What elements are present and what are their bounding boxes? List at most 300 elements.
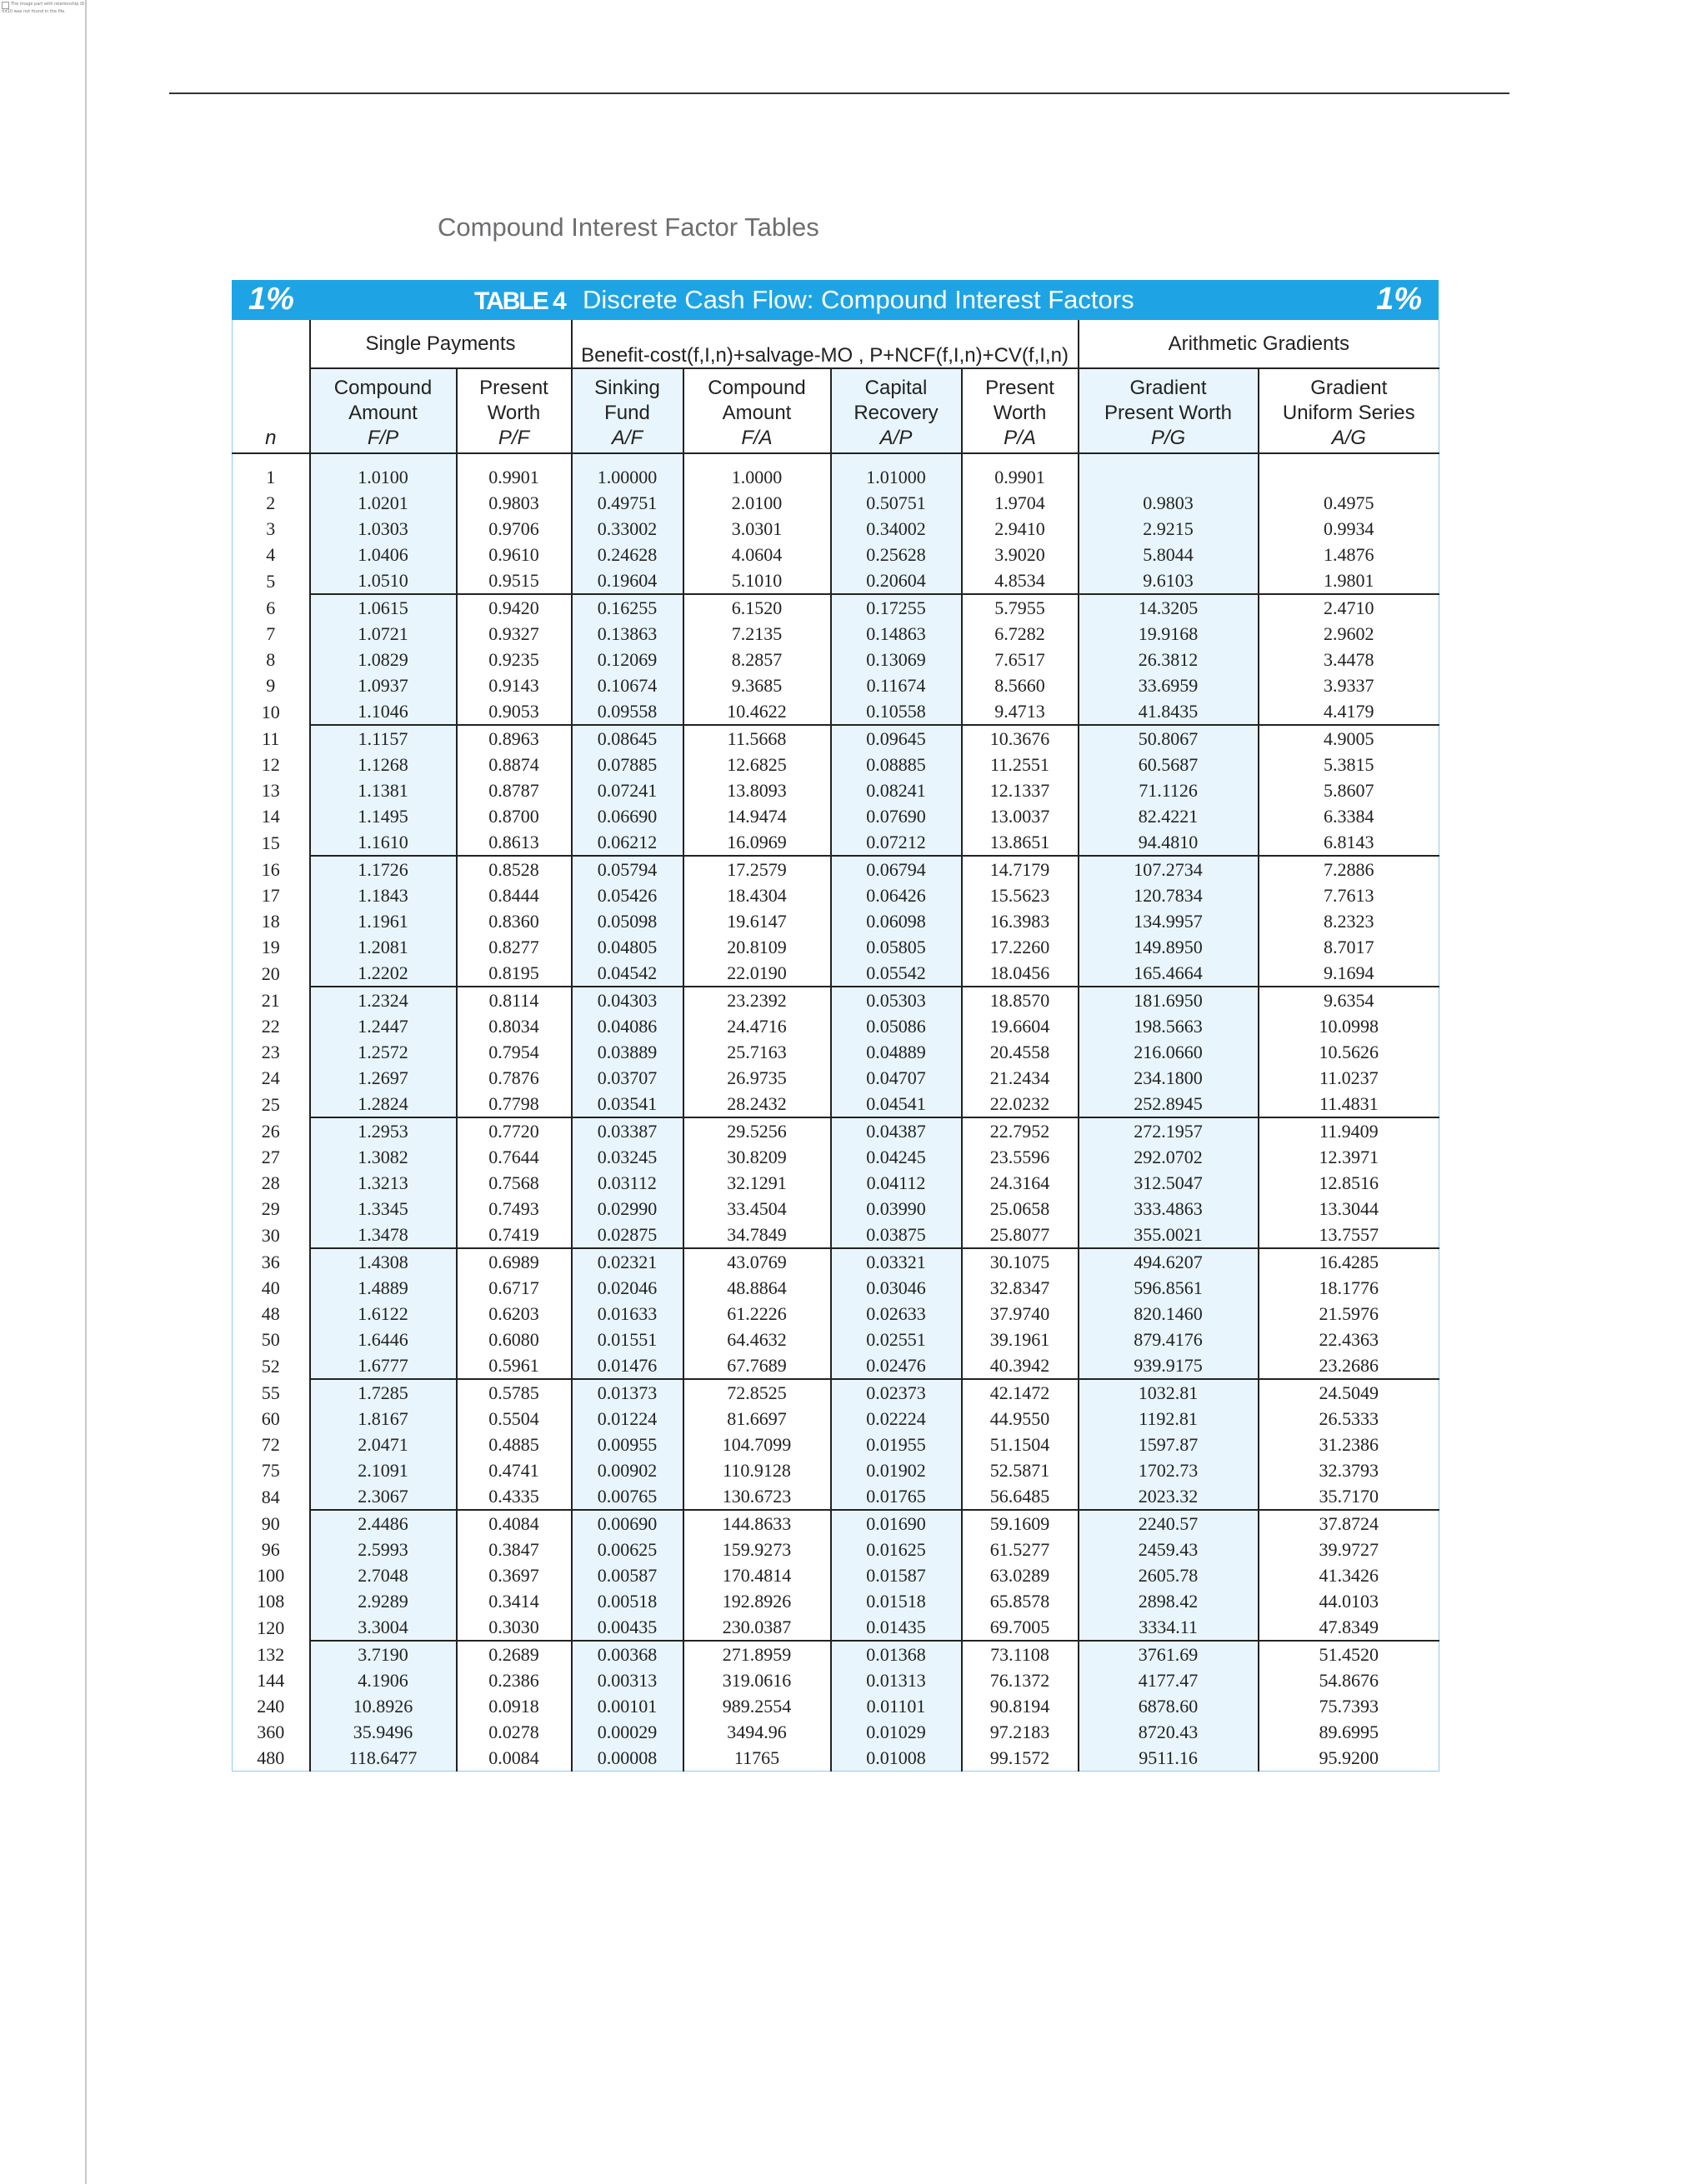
factor-cell: 10.4622 (683, 698, 831, 725)
factor-cell: 939.9175 (1079, 1352, 1259, 1379)
period-cell: 29 (233, 1196, 310, 1222)
factor-cell: 1.1381 (310, 777, 457, 803)
factor-cell: 2.0471 (310, 1432, 457, 1457)
table-row (233, 908, 1439, 934)
table-row (233, 1510, 1439, 1537)
factor-cell: 19.6604 (962, 1013, 1079, 1039)
factor-cell: 8.2857 (683, 647, 831, 672)
period-cell: 96 (233, 1537, 310, 1562)
factor-cell: 0.7568 (457, 1170, 572, 1196)
factor-cell: 0.00518 (572, 1588, 683, 1614)
factor-cell: 0.3414 (457, 1588, 572, 1614)
factor-cell: 252.8945 (1079, 1091, 1259, 1117)
factor-cell: 31.2386 (1259, 1432, 1439, 1457)
factor-cell: 82.4221 (1079, 803, 1259, 829)
factor-cell: 1.1961 (310, 908, 457, 934)
factor-cell: 29.5256 (683, 1117, 831, 1144)
table-row (233, 1667, 1439, 1693)
factor-cell: 44.0103 (1259, 1588, 1439, 1614)
column-header-symbol: P/A (1004, 427, 1036, 449)
period-cell: 18 (233, 908, 310, 934)
factor-cell: 0.7954 (457, 1039, 572, 1065)
table-row (233, 725, 1439, 752)
factor-cell: 0.17255 (831, 594, 962, 621)
factor-cell: 170.4814 (683, 1562, 831, 1588)
factor-cell: 0.9143 (457, 672, 572, 698)
factor-cell: 13.0037 (962, 803, 1079, 829)
factor-cell: 2.9215 (1079, 516, 1259, 542)
factor-cell: 0.01224 (572, 1406, 683, 1432)
factor-cell: 4.8534 (962, 567, 1079, 594)
factor-cell: 51.4520 (1259, 1641, 1439, 1667)
period-cell: 17 (233, 882, 310, 908)
factor-cell: 0.01101 (831, 1693, 962, 1719)
factor-cell: 0.00313 (572, 1667, 683, 1693)
factor-cell: 0.08645 (572, 725, 683, 752)
factor-cell: 1.0000 (683, 464, 831, 490)
factor-cell: 0.04805 (572, 934, 683, 960)
factor-cell: 0.9327 (457, 621, 572, 647)
factor-cell: 0.07690 (831, 803, 962, 829)
table-row (233, 1170, 1439, 1196)
factor-cell: 0.01955 (831, 1432, 962, 1457)
table-row (233, 1406, 1439, 1432)
factor-cell: 67.7689 (683, 1352, 831, 1379)
factor-cell: 61.5277 (962, 1537, 1079, 1562)
table-row (233, 516, 1439, 542)
factor-cell: 0.03387 (572, 1117, 683, 1144)
factor-cell: 16.4285 (1259, 1248, 1439, 1275)
period-cell: 25 (233, 1091, 310, 1117)
factor-cell: 1.1268 (310, 752, 457, 777)
factor-cell: 40.3942 (962, 1352, 1079, 1379)
factor-cell: 1.2824 (310, 1091, 457, 1117)
period-cell: 3 (233, 516, 310, 542)
column-header-line1: Present (985, 377, 1054, 399)
factor-cell: 0.8874 (457, 752, 572, 777)
table-row (233, 752, 1439, 777)
factor-cell: 0.00690 (572, 1510, 683, 1537)
factor-cell: 28.2432 (683, 1091, 831, 1117)
left-margin-strip (0, 0, 87, 2184)
factor-cell: 4.1906 (310, 1667, 457, 1693)
factor-cell: 149.8950 (1079, 934, 1259, 960)
factor-cell: 3.9020 (962, 542, 1079, 567)
period-cell: 480 (233, 1745, 310, 1772)
factor-cell: 10.5626 (1259, 1039, 1439, 1065)
factor-cell: 25.0658 (962, 1196, 1079, 1222)
factor-cell: 0.25628 (831, 542, 962, 567)
factor-cell: 39.9727 (1259, 1537, 1439, 1562)
factor-cell: 17.2579 (683, 856, 831, 882)
spacer-cell (572, 453, 683, 464)
table-row (233, 1248, 1439, 1275)
factor-cell: 1.1726 (310, 856, 457, 882)
factor-cell: 1.4876 (1259, 542, 1439, 567)
table-row (233, 1039, 1439, 1065)
table-row (233, 1693, 1439, 1719)
factor-cell: 1.1610 (310, 829, 457, 856)
factor-cell: 12.3971 (1259, 1144, 1439, 1170)
factor-cell: 61.2226 (683, 1301, 831, 1327)
period-cell: 132 (233, 1641, 310, 1667)
factor-cell: 1.2697 (310, 1065, 457, 1091)
factor-cell: 1.3345 (310, 1196, 457, 1222)
factor-cell: 216.0660 (1079, 1039, 1259, 1065)
interest-rate-right: 1% (1376, 282, 1422, 317)
column-header-line2: Amount (722, 402, 792, 424)
factor-cell: 181.6950 (1079, 987, 1259, 1013)
factor-cell: 21.5976 (1259, 1301, 1439, 1327)
column-header-symbol: A/G (1331, 427, 1366, 449)
factor-cell: 0.10674 (572, 672, 683, 698)
period-cell: 2 (233, 490, 310, 516)
factor-cell: 1.0201 (310, 490, 457, 516)
factor-cell: 0.08241 (831, 777, 962, 803)
table-banner (232, 280, 1439, 320)
factor-cell: 0.13863 (572, 621, 683, 647)
table-row (233, 1719, 1439, 1745)
period-cell: 26 (233, 1117, 310, 1144)
factor-cell: 0.06690 (572, 803, 683, 829)
factor-cell: 0.13069 (831, 647, 962, 672)
factor-cell: 2.7048 (310, 1562, 457, 1588)
period-cell: 27 (233, 1144, 310, 1170)
table-row (233, 464, 1439, 490)
factor-cell: 1.7285 (310, 1379, 457, 1406)
table-row (233, 1432, 1439, 1457)
factor-cell: 18.0456 (962, 960, 1079, 987)
table-row (233, 1537, 1439, 1562)
group-header-uniform-series: Benefit-cost(f,I,n)+salvage-MO , P+NCF(f,I,n)+CV(f,I,n) (572, 320, 1079, 368)
factor-cell: 10.0998 (1259, 1013, 1439, 1039)
factor-cell: 0.01625 (831, 1537, 962, 1562)
period-cell: 52 (233, 1352, 310, 1379)
spacer-cell (310, 453, 457, 464)
period-cell: 10 (233, 698, 310, 725)
factor-cell: 0.0278 (457, 1719, 572, 1745)
factor-cell: 0.02224 (831, 1406, 962, 1432)
page-header-rule (169, 92, 1509, 94)
factor-cell: 65.8578 (962, 1588, 1079, 1614)
factor-cell: 0.4335 (457, 1483, 572, 1510)
factor-cell: 0.05426 (572, 882, 683, 908)
factor-cell: 596.8561 (1079, 1275, 1259, 1301)
factor-cell: 19.9168 (1079, 621, 1259, 647)
factor-cell: 165.4664 (1079, 960, 1259, 987)
factor-cell: 0.04112 (831, 1170, 962, 1196)
factor-cell: 37.9740 (962, 1301, 1079, 1327)
factor-cell: 54.8676 (1259, 1667, 1439, 1693)
factor-cell: 30.8209 (683, 1144, 831, 1170)
spacer-cell (831, 453, 962, 464)
factor-cell: 24.3164 (962, 1170, 1079, 1196)
factor-cell: 1.9704 (962, 490, 1079, 516)
period-cell: 14 (233, 803, 310, 829)
factor-cell: 42.1472 (962, 1379, 1079, 1406)
factor-cell: 0.6203 (457, 1301, 572, 1327)
factor-cell: 0.06794 (831, 856, 962, 882)
factor-cell: 7.6517 (962, 647, 1079, 672)
factor-cell: 0.07212 (831, 829, 962, 856)
column-header-3 (572, 368, 683, 453)
factor-cell: 0.02551 (831, 1327, 962, 1352)
factor-cell: 0.9420 (457, 594, 572, 621)
factor-cell: 0.05303 (831, 987, 962, 1013)
factor-cell: 23.5596 (962, 1144, 1079, 1170)
spacer-cell (1259, 453, 1439, 464)
factor-cell: 0.02046 (572, 1275, 683, 1301)
table-row (233, 621, 1439, 647)
compound-interest-factor-table (232, 320, 1439, 1772)
factor-cell: 0.9803 (1079, 490, 1259, 516)
period-cell: 36 (233, 1248, 310, 1275)
factor-cell: 41.8435 (1079, 698, 1259, 725)
period-cell: 23 (233, 1039, 310, 1065)
factor-cell: 73.1108 (962, 1641, 1079, 1667)
factor-cell: 0.16255 (572, 594, 683, 621)
factor-cell: 18.4304 (683, 882, 831, 908)
factor-cell: 9.1694 (1259, 960, 1439, 987)
factor-cell: 0.8360 (457, 908, 572, 934)
factor-cell: 94.4810 (1079, 829, 1259, 856)
factor-cell: 75.7393 (1259, 1693, 1439, 1719)
factor-cell: 0.33002 (572, 516, 683, 542)
factor-cell: 8.7017 (1259, 934, 1439, 960)
factor-cell: 0.01902 (831, 1457, 962, 1483)
factor-cell: 8720.43 (1079, 1719, 1259, 1745)
factor-cell: 0.07241 (572, 777, 683, 803)
factor-cell: 1.0510 (310, 567, 457, 594)
table-row (233, 490, 1439, 516)
period-cell: 11 (233, 725, 310, 752)
factor-cell: 22.0190 (683, 960, 831, 987)
factor-cell: 0.8444 (457, 882, 572, 908)
factor-cell: 0.8963 (457, 725, 572, 752)
factor-cell: 33.4504 (683, 1196, 831, 1222)
factor-cell: 0.34002 (831, 516, 962, 542)
column-header-line1: Present (479, 377, 548, 399)
factor-cell: 5.3815 (1259, 752, 1439, 777)
column-header-line1: Compound (708, 377, 806, 399)
factor-cell: 3.7190 (310, 1641, 457, 1667)
spacer-cell (962, 453, 1079, 464)
factor-cell: 51.1504 (962, 1432, 1079, 1457)
factor-cell: 33.6959 (1079, 672, 1259, 698)
period-cell: 75 (233, 1457, 310, 1483)
factor-cell: 13.8651 (962, 829, 1079, 856)
factor-cell (1259, 464, 1439, 490)
factor-cell: 2.3067 (310, 1483, 457, 1510)
period-cell: 24 (233, 1065, 310, 1091)
factor-cell: 0.01633 (572, 1301, 683, 1327)
factor-cell: 0.00435 (572, 1614, 683, 1641)
factor-cell: 312.5047 (1079, 1170, 1259, 1196)
factor-cell: 15.5623 (962, 882, 1079, 908)
factor-cell: 0.8034 (457, 1013, 572, 1039)
factor-cell: 2.4486 (310, 1510, 457, 1537)
factor-cell: 1.00000 (572, 464, 683, 490)
period-cell: 9 (233, 672, 310, 698)
factor-cell: 192.8926 (683, 1588, 831, 1614)
column-header-8 (1259, 368, 1439, 453)
factor-cell: 47.8349 (1259, 1614, 1439, 1641)
factor-cell: 989.2554 (683, 1693, 831, 1719)
factor-cell: 26.5333 (1259, 1406, 1439, 1432)
factor-cell: 0.03046 (831, 1275, 962, 1301)
column-header-line2: Amount (348, 402, 418, 424)
table-header (233, 320, 1439, 453)
column-header-symbol: P/F (498, 427, 530, 449)
factor-cell: 0.8528 (457, 856, 572, 882)
factor-cell: 2.5993 (310, 1537, 457, 1562)
factor-cell: 8.2323 (1259, 908, 1439, 934)
factor-cell: 0.00955 (572, 1432, 683, 1457)
column-header-4 (683, 368, 831, 453)
factor-cell: 0.19604 (572, 567, 683, 594)
factor-cell: 1.6777 (310, 1352, 457, 1379)
factor-cell: 1.3478 (310, 1222, 457, 1248)
table-row (233, 1614, 1439, 1641)
column-header-line2: Fund (604, 402, 650, 424)
factor-cell: 90.8194 (962, 1693, 1079, 1719)
table-row (233, 1065, 1439, 1091)
factor-cell: 0.6080 (457, 1327, 572, 1352)
factor-cell: 1.1046 (310, 698, 457, 725)
factor-cell: 292.0702 (1079, 1144, 1259, 1170)
period-cell: 20 (233, 960, 310, 987)
period-cell: 144 (233, 1667, 310, 1693)
factor-cell: 9.6103 (1079, 567, 1259, 594)
factor-cell: 26.3812 (1079, 647, 1259, 672)
table-row (233, 1562, 1439, 1588)
spacer-cell (1079, 453, 1259, 464)
factor-cell: 0.00765 (572, 1483, 683, 1510)
factor-cell: 134.9957 (1079, 908, 1259, 934)
factor-cell: 48.8864 (683, 1275, 831, 1301)
column-header-5 (831, 368, 962, 453)
factor-cell: 2605.78 (1079, 1562, 1259, 1588)
factor-cell: 0.5961 (457, 1352, 572, 1379)
factor-cell: 0.8700 (457, 803, 572, 829)
factor-cell: 1.3213 (310, 1170, 457, 1196)
table-row (233, 1588, 1439, 1614)
factor-cell: 1.1157 (310, 725, 457, 752)
period-cell: 30 (233, 1222, 310, 1248)
section-title: Compound Interest Factor Tables (438, 212, 819, 242)
factor-cell: 0.50751 (831, 490, 962, 516)
factor-cell: 0.2689 (457, 1641, 572, 1667)
factor-cell: 0.04303 (572, 987, 683, 1013)
period-cell: 48 (233, 1301, 310, 1327)
factor-cell: 35.7170 (1259, 1483, 1439, 1510)
factor-cell: 1032.81 (1079, 1379, 1259, 1406)
factor-cell: 18.1776 (1259, 1275, 1439, 1301)
factor-cell: 60.5687 (1079, 752, 1259, 777)
factor-cell: 63.0289 (962, 1562, 1079, 1588)
spacer-cell (233, 453, 310, 464)
table-row (233, 567, 1439, 594)
header-spacer-row (233, 453, 1439, 464)
factor-cell: 25.8077 (962, 1222, 1079, 1248)
factor-cell: 16.0969 (683, 829, 831, 856)
factor-cell: 30.1075 (962, 1248, 1079, 1275)
factor-cell (1079, 464, 1259, 490)
table-row (233, 647, 1439, 672)
factor-cell: 0.02476 (831, 1352, 962, 1379)
factor-cell: 0.00902 (572, 1457, 683, 1483)
factor-cell: 0.09558 (572, 698, 683, 725)
factor-cell: 22.4363 (1259, 1327, 1439, 1352)
factor-cell: 0.7419 (457, 1222, 572, 1248)
factor-cell: 0.04707 (831, 1065, 962, 1091)
factor-cell: 32.8347 (962, 1275, 1079, 1301)
factor-cell: 2023.32 (1079, 1483, 1259, 1510)
column-header-symbol: A/P (879, 427, 913, 449)
factor-cell: 25.7163 (683, 1039, 831, 1065)
period-cell: 5 (233, 567, 310, 594)
factor-cell: 2.0100 (683, 490, 831, 516)
factor-cell: 0.00008 (572, 1745, 683, 1772)
factor-cell: 6.1520 (683, 594, 831, 621)
column-header-n-label: n (265, 427, 277, 449)
factor-cell: 0.6989 (457, 1248, 572, 1275)
factor-cell: 0.00101 (572, 1693, 683, 1719)
table-row (233, 882, 1439, 908)
period-cell: 55 (233, 1379, 310, 1406)
factor-cell: 0.02321 (572, 1248, 683, 1275)
factor-cell: 130.6723 (683, 1483, 831, 1510)
table-title: Discrete Cash Flow: Compound Interest Factors (583, 285, 1134, 314)
factor-cell: 5.7955 (962, 594, 1079, 621)
factor-cell: 494.6207 (1079, 1248, 1259, 1275)
factor-cell: 0.01518 (831, 1588, 962, 1614)
factor-cell: 0.9803 (457, 490, 572, 516)
factor-cell: 35.9496 (310, 1719, 457, 1745)
factor-cell: 0.2386 (457, 1667, 572, 1693)
factor-cell: 0.03889 (572, 1039, 683, 1065)
factor-cell: 0.10558 (831, 698, 962, 725)
table-row (233, 1301, 1439, 1327)
factor-cell: 21.2434 (962, 1065, 1079, 1091)
table-row (233, 1275, 1439, 1301)
factor-cell: 1.6446 (310, 1327, 457, 1352)
table-row (233, 698, 1439, 725)
factor-cell: 5.8044 (1079, 542, 1259, 567)
period-cell: 28 (233, 1170, 310, 1196)
factor-cell: 0.8787 (457, 777, 572, 803)
factor-cell: 11765 (683, 1745, 831, 1772)
factor-cell: 1.0829 (310, 647, 457, 672)
factor-cell: 0.02875 (572, 1222, 683, 1248)
factor-cell: 18.8570 (962, 987, 1079, 1013)
factor-cell: 89.6995 (1259, 1719, 1439, 1745)
factor-cell: 11.9409 (1259, 1117, 1439, 1144)
factor-cell: 0.3847 (457, 1537, 572, 1562)
table-row (233, 987, 1439, 1013)
group-header-blank (233, 320, 310, 368)
table-row (233, 672, 1439, 698)
factor-cell: 0.01373 (572, 1379, 683, 1406)
factor-cell: 820.1460 (1079, 1301, 1259, 1327)
factor-cell: 0.03245 (572, 1144, 683, 1170)
factor-cell: 0.05098 (572, 908, 683, 934)
factor-cell: 0.02633 (831, 1301, 962, 1327)
factor-cell: 0.04245 (831, 1144, 962, 1170)
table-row (233, 829, 1439, 856)
factor-cell: 0.9706 (457, 516, 572, 542)
table-row (233, 934, 1439, 960)
